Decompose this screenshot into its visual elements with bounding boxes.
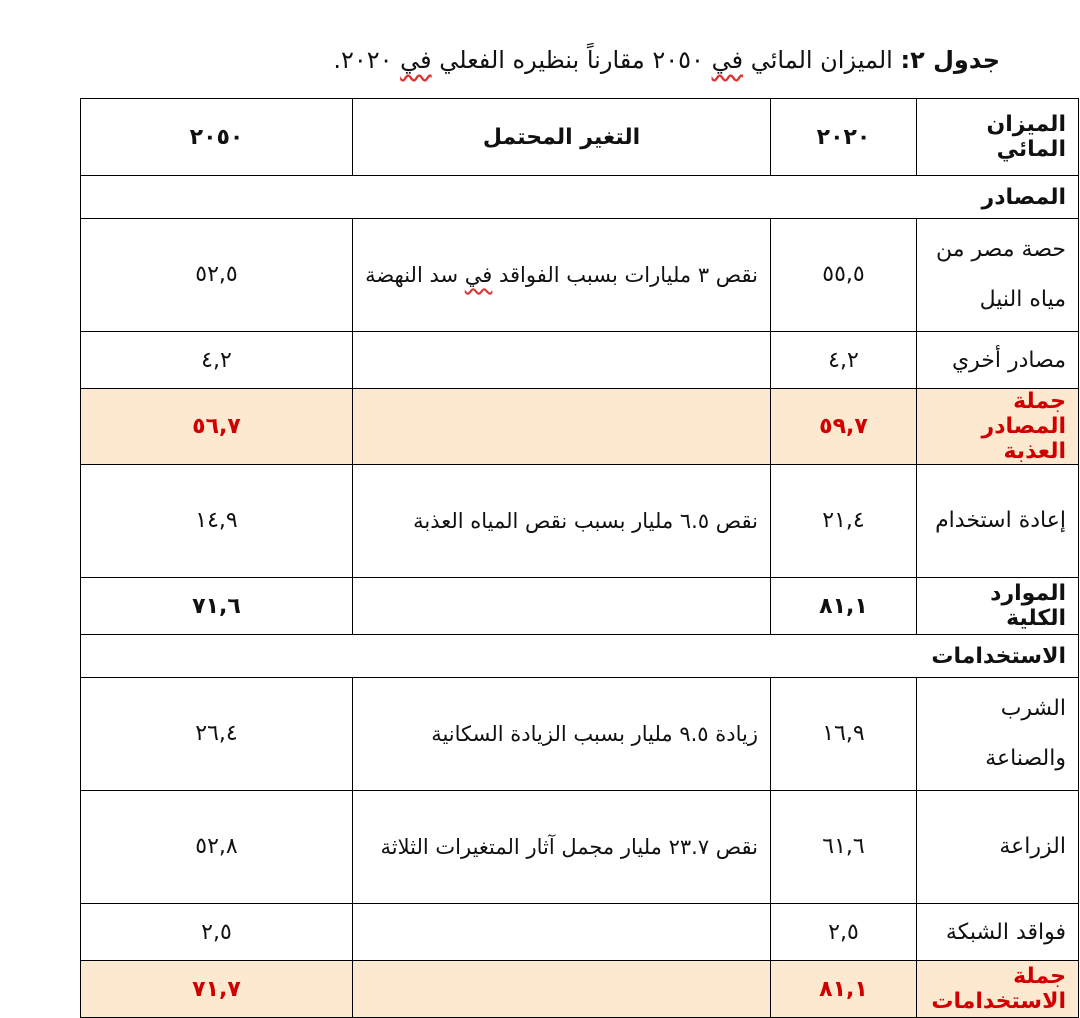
table-row	[81, 678, 1079, 791]
total-uses-name: جملة الاستخدامات	[917, 961, 1079, 1018]
section-sources: المصادر	[81, 176, 1079, 219]
row-change	[353, 332, 771, 389]
row-change	[353, 904, 771, 961]
table-row	[81, 791, 1079, 904]
row-change: زيادة ٩.٥ مليار بسبب الزيادة السكانية	[353, 678, 771, 791]
row-change: نقص ٦.٥ مليار بسبب نقص المياه العذبة	[353, 465, 771, 578]
row-change-a: نقص ٣ مليارات بسبب الفواقد	[499, 263, 758, 287]
row-2020: ٦١,٦	[771, 791, 917, 904]
row-2020: ٢١,٤	[771, 465, 917, 578]
caption-fi2: في	[400, 46, 432, 74]
table-row	[81, 465, 1079, 578]
header-2020: ٢٠٢٠	[771, 99, 917, 176]
row-name: إعادة استخدام	[917, 465, 1079, 578]
total-uses-change	[353, 961, 771, 1018]
total-resources-row	[81, 578, 1079, 635]
row-2020: ٤,٢	[771, 332, 917, 389]
row-name: الشرب والصناعة	[917, 678, 1079, 791]
row-2050: ٥٢,٥	[81, 219, 353, 332]
row-2020: ٢,٥	[771, 904, 917, 961]
row-change	[353, 219, 771, 332]
row-2020: ١٦,٩	[771, 678, 917, 791]
row-change: نقص ٢٣.٧ مليار مجمل آثار المتغيرات الثلاثة	[353, 791, 771, 904]
total-fresh-change	[353, 389, 771, 465]
header-balance: الميزان المائي	[917, 99, 1079, 176]
total-resources-2050: ٧١,٦	[81, 578, 353, 635]
row-name: الزراعة	[917, 791, 1079, 904]
total-fresh-row	[81, 389, 1079, 465]
row-change-fi: في	[464, 263, 493, 287]
total-uses-2020: ٨١,١	[771, 961, 917, 1018]
total-fresh-2020: ٥٩,٧	[771, 389, 917, 465]
total-uses-row	[81, 961, 1079, 1018]
total-resources-2020: ٨١,١	[771, 578, 917, 635]
row-2050: ٢,٥	[81, 904, 353, 961]
row-2050: ١٤,٩	[81, 465, 353, 578]
row-change-b: سد النهضة	[365, 263, 459, 287]
total-resources-name: الموارد الكلية	[917, 578, 1079, 635]
caption-fi1: في	[711, 46, 744, 74]
caption-part3: ٢٠٢٠.	[333, 46, 393, 74]
table-row	[81, 332, 1079, 389]
section-row-sources	[81, 176, 1079, 219]
table-row	[81, 904, 1079, 961]
row-name: مصادر أخري	[917, 332, 1079, 389]
row-2050: ٤,٢	[81, 332, 353, 389]
row-2020: ٥٥,٥	[771, 219, 917, 332]
total-uses-2050: ٧١,٧	[81, 961, 353, 1018]
row-name: فواقد الشبكة	[917, 904, 1079, 961]
header-change: التغير المحتمل	[353, 99, 771, 176]
table-header-row	[81, 99, 1079, 176]
row-2050: ٥٢,٨	[81, 791, 353, 904]
total-resources-change	[353, 578, 771, 635]
caption-part1: الميزان المائي	[750, 46, 893, 74]
section-uses: الاستخدامات	[81, 635, 1079, 678]
total-fresh-name: جملة المصادر العذبة	[917, 389, 1079, 465]
row-2050: ٢٦,٤	[81, 678, 353, 791]
row-name: حصة مصر من مياه النيل	[917, 219, 1079, 332]
total-fresh-2050: ٥٦,٧	[81, 389, 353, 465]
table-caption	[333, 40, 1000, 80]
water-balance-table	[80, 98, 1079, 1018]
section-row-uses	[81, 635, 1079, 678]
caption-label: جدول ٢:	[900, 46, 1000, 74]
header-2050: ٢٠٥٠	[81, 99, 353, 176]
caption-part2: ٢٠٥٠ مقارناً بنظيره الفعلي	[439, 46, 704, 74]
table-row	[81, 219, 1079, 332]
